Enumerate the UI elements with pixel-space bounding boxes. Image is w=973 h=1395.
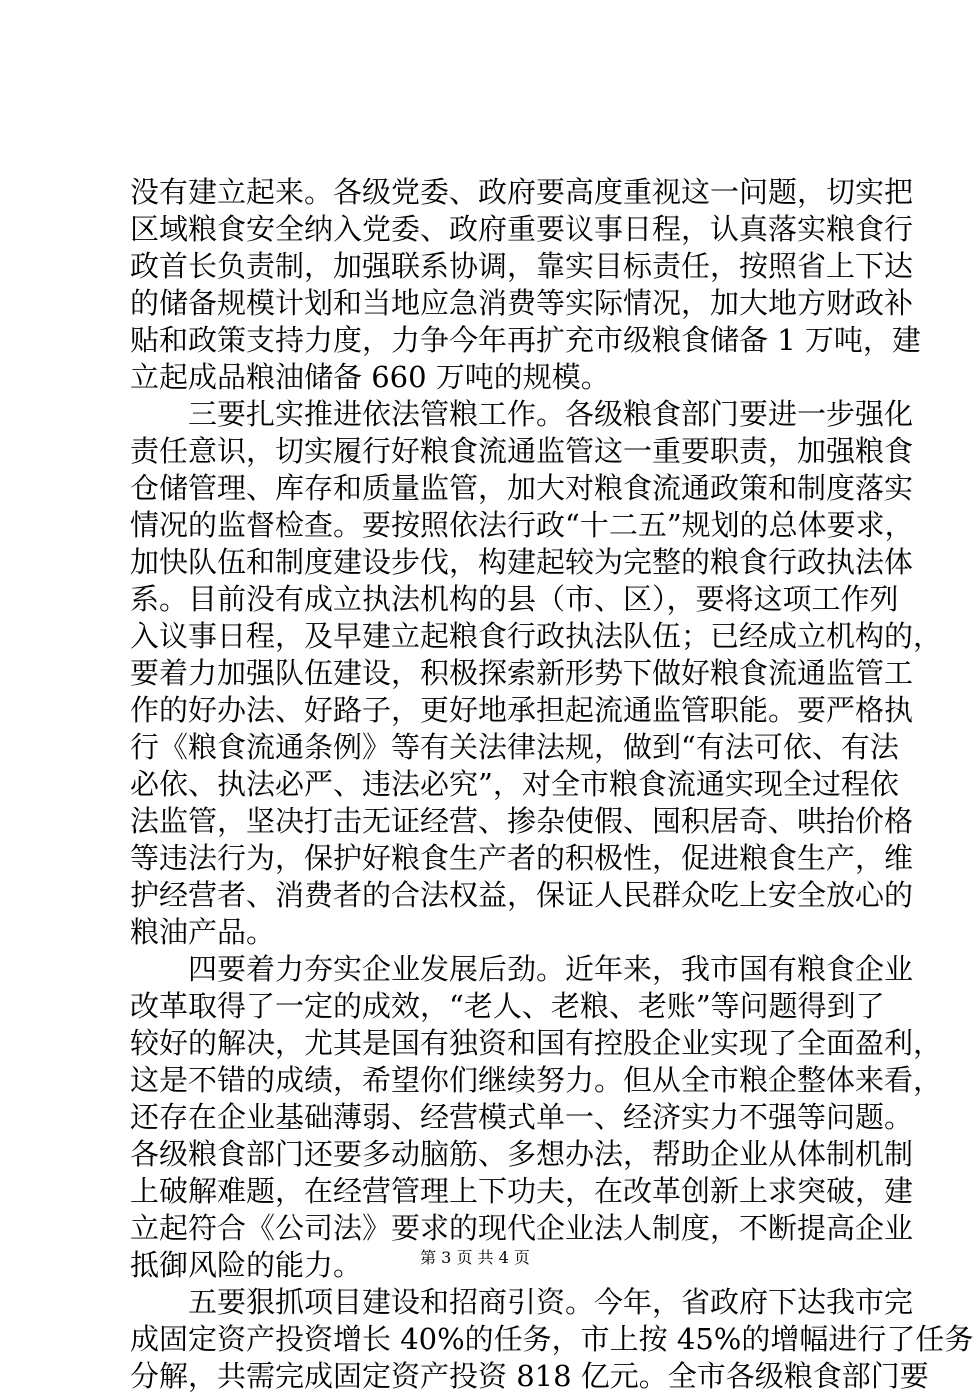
text-line: 等违法行为，保护好粮食生产者的积极性，促进粮食生产，维 [130, 841, 914, 875]
text-line: 政首长负责制，加强联系协调，靠实目标责任，按照省上下达 [130, 249, 914, 283]
text-line: 系。目前没有成立执法机构的县（市、区），要将这项工作列 [130, 582, 899, 616]
text-line: 分解，共需完成固定资产投资 818 亿元。全市各级粮食部门要 [130, 1359, 929, 1393]
text-line: 立起符合《公司法》要求的现代企业法人制度，不断提高企业 [130, 1211, 914, 1245]
text-line: 各级粮食部门还要多动脑筋、多想办法，帮助企业从体制机制 [130, 1137, 914, 1171]
text-line: 区域粮食安全纳入党委、政府重要议事日程，认真落实粮食行 [130, 212, 914, 246]
text-line: 仓储管理、库存和质量监管，加大对粮食流通政策和制度落实 [130, 471, 914, 505]
text-line: 情况的监督检查。要按照依法行政“十二五”规划的总体要求， [130, 508, 914, 542]
text-line: 这是不错的成绩，希望你们继续努力。但从全市粮企整体来看， [130, 1063, 943, 1097]
text-line: 作的好办法、好路子，更好地承担起流通监管职能。要严格执 [130, 693, 914, 727]
text-line: 还存在企业基础薄弱、经营模式单一、经济实力不强等问题。 [130, 1100, 914, 1134]
text-line: 四要着力夯实企业发展后劲。近年来，我市国有粮食企业 [130, 952, 914, 986]
text-line: 入议事日程，及早建立起粮食行政执法队伍；已经成立机构的， [130, 619, 943, 653]
text-line: 必依、执法必严、违法必究”，对全市粮食流通实现全过程依 [130, 767, 899, 801]
text-line: 责任意识，切实履行好粮食流通监管这一重要职责，加强粮食 [130, 434, 914, 468]
document-body [130, 174, 973, 1395]
text-line: 较好的解决，尤其是国有独资和国有控股企业实现了全面盈利， [130, 1026, 943, 1060]
text-line: 粮油产品。 [130, 915, 276, 949]
text-line: 没有建立起来。各级党委、政府要高度重视这一问题，切实把 [130, 175, 914, 209]
text-line: 改革取得了一定的成效，“老人、老粮、老账”等问题得到了 [130, 989, 885, 1023]
text-line: 上破解难题，在经营管理上下功夫，在改革创新上求突破，建 [130, 1174, 914, 1208]
text-line: 护经营者、消费者的合法权益，保证人民群众吃上安全放心的 [130, 878, 914, 912]
text-line: 加快队伍和制度建设步伐，构建起较为完整的粮食行政执法体 [130, 545, 914, 579]
page-footer: 第 3 页 共 4 页 [420, 1248, 530, 1267]
text-line: 三要扎实推进依法管粮工作。各级粮食部门要进一步强化 [130, 397, 914, 431]
text-line: 行《粮食流通条例》等有关法律法规，做到“有法可依、有法 [130, 730, 899, 764]
text-line: 抵御风险的能力。 [130, 1248, 363, 1282]
text-line: 要着力加强队伍建设，积极探索新形势下做好粮食流通监管工 [130, 656, 914, 690]
text-line: 立起成品粮油储备 660 万吨的规模。 [130, 360, 610, 394]
text-line: 成固定资产投资增长 40%的任务，市上按 45%的增幅进行了任务 [130, 1322, 973, 1356]
text-line: 法监管，坚决打击无证经营、掺杂使假、囤积居奇、哄抬价格 [130, 804, 914, 838]
text-line: 的储备规模计划和当地应急消费等实际情况，加大地方财政补 [130, 286, 914, 320]
text-line: 贴和政策支持力度，力争今年再扩充市级粮食储备 1 万吨，建 [130, 323, 921, 357]
text-line: 五要狠抓项目建设和招商引资。今年，省政府下达我市完 [130, 1285, 914, 1319]
